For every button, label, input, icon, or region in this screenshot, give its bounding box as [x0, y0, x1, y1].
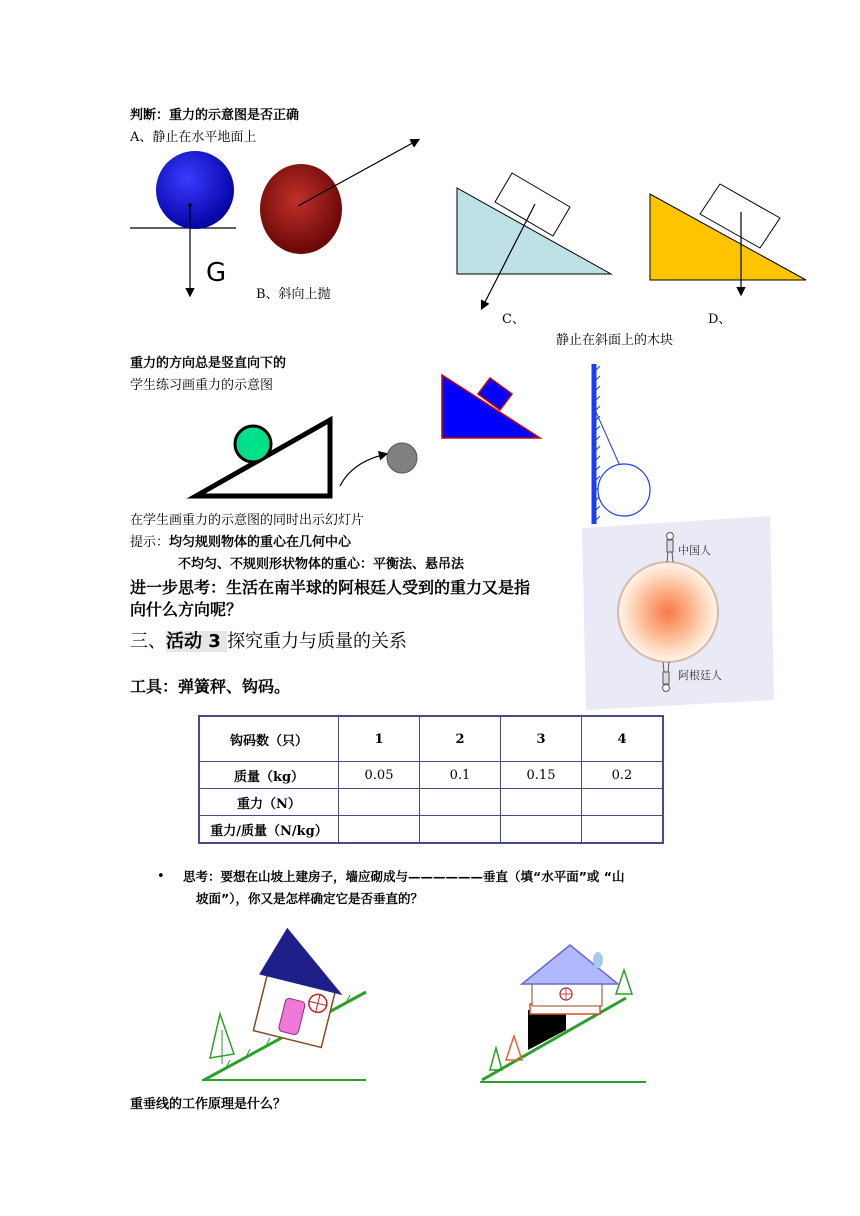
table-cell — [501, 789, 582, 816]
option-a-label: A、静止在水平地面上 — [130, 130, 257, 145]
upright-house-picture — [476, 942, 650, 1092]
think-line-1: 思考：要想在山坡上建房子，墙应砌成与——————垂直（填“水平面”或 “山 — [183, 869, 625, 884]
table-cell: 3 — [501, 716, 582, 762]
tools-line: 工具：弹簧秤、钩码。 — [130, 677, 291, 696]
figure-c-incline-block — [455, 170, 615, 310]
direction-rule: 重力的方向总是竖直向下的 — [130, 356, 287, 371]
practice-ball-on-incline — [190, 412, 350, 504]
heading-suffix: 探究重力与质量的关系 — [227, 631, 408, 652]
table-cell: 0.15 — [501, 762, 582, 789]
table-cell — [339, 816, 420, 844]
tilted-house-picture — [196, 930, 370, 1090]
table-cell — [420, 816, 501, 844]
figure-b-ball-thrown — [258, 136, 428, 258]
table-cell: 4 — [582, 716, 664, 762]
table-cell — [339, 789, 420, 816]
hint-regular: 均匀规则物体的重心在几何中心 — [169, 535, 352, 550]
earth-label-chinese: 中国人 — [678, 544, 711, 557]
figure-a-ball-on-ground — [128, 150, 238, 302]
table-cell — [501, 816, 582, 844]
bullet-marker: • — [157, 869, 165, 884]
hint-irregular: 不均匀、不规则形状物体的重心：平衡法、悬吊法 — [178, 557, 465, 572]
plumb-question: 重垂线的工作原理是什么？ — [130, 1097, 287, 1112]
table-cell — [582, 816, 664, 844]
table-cell: 钩码数（只） — [199, 716, 339, 762]
table-cell: 0.05 — [339, 762, 420, 789]
practice-thrown-ball — [334, 438, 424, 490]
think-line-2: 坡面”），你又是怎样确定它是否垂直的？ — [196, 891, 423, 906]
table-cell: 重力/质量（N/kg） — [199, 816, 339, 844]
table-cell: 质量（kg） — [199, 762, 339, 789]
further-line-2: 向什么方向呢？ — [130, 600, 243, 619]
table-cell: 2 — [420, 716, 501, 762]
section-3-heading — [130, 630, 407, 654]
table-row — [199, 716, 663, 762]
option-b-label: B、斜向上抛 — [256, 287, 331, 302]
table-cell — [582, 789, 664, 816]
judge-title: 判断：重力的示意图是否正确 — [130, 108, 300, 123]
hint-prefix: 提示： — [130, 535, 170, 550]
table-cell: 1 — [339, 716, 420, 762]
heading-prefix: 三、 — [130, 631, 166, 652]
table-cell: 0.2 — [582, 762, 664, 789]
cd-caption: 静止在斜面上的木块 — [556, 333, 674, 348]
table-cell: 0.1 — [420, 762, 501, 789]
figure-d-incline-block — [648, 182, 810, 300]
earth-gravity-picture — [578, 516, 776, 710]
table-row — [199, 789, 663, 816]
gravity-mass-table — [198, 715, 664, 844]
practice-hanging-ball — [586, 362, 656, 526]
option-c-label: C、 — [502, 312, 525, 327]
further-line-1: 进一步思考：生活在南半球的阿根廷人受到的重力又是指 — [130, 578, 531, 597]
earth-label-argentine: 阿根廷人 — [678, 669, 722, 682]
option-d-label: D、 — [708, 312, 732, 327]
table-cell: 重力（N） — [199, 789, 339, 816]
slides-note: 在学生画重力的示意图的同时出示幻灯片 — [130, 513, 365, 528]
hint-line — [130, 535, 351, 551]
table-row — [199, 816, 663, 844]
practice-blue-incline — [440, 372, 544, 442]
table-row — [199, 762, 663, 789]
gravity-g-label: G — [206, 258, 227, 288]
heading-highlight: 活动 3 — [166, 631, 228, 652]
practice-note: 学生练习画重力的示意图 — [130, 378, 274, 393]
table-cell — [420, 789, 501, 816]
